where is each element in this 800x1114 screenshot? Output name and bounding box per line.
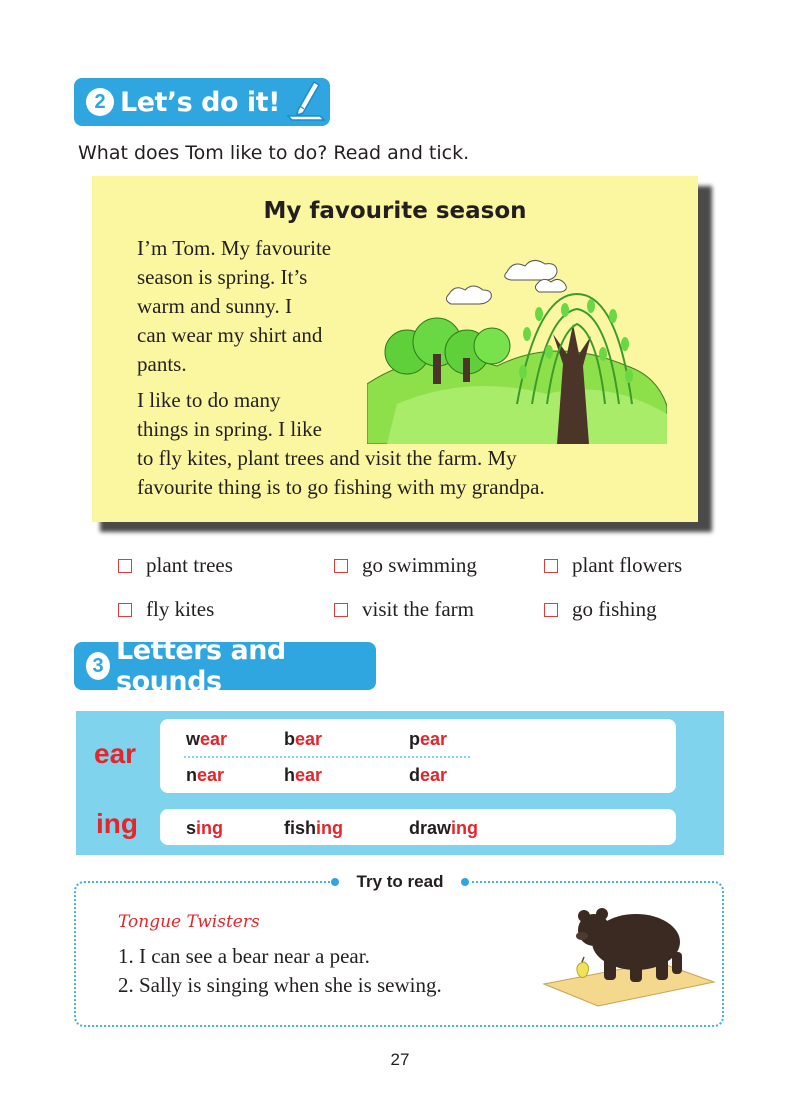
story-line: favourite thing is to go fishing with my grandpa. (137, 475, 545, 499)
reading-card (92, 176, 698, 522)
checkbox[interactable] (118, 603, 132, 617)
section-title: Letters and sounds (116, 635, 286, 697)
instruction-text: What does Tom like to do? Read and tick. (78, 142, 470, 164)
card-title: My favourite season (263, 198, 527, 224)
checkbox[interactable] (118, 559, 132, 573)
word-pear: pear (409, 729, 448, 749)
page-number: 27 (390, 1050, 410, 1069)
option-label: go swimming (362, 553, 477, 577)
story-line: I’m Tom. My favourite (137, 236, 332, 260)
option-go-swimming[interactable] (334, 553, 477, 578)
story-line: I like to do many (137, 388, 281, 412)
phonics-ear-label: ear (94, 738, 137, 769)
bullet-dot (331, 878, 339, 886)
option-plant-trees[interactable] (118, 553, 233, 578)
tongue-twisters-title: Tongue Twisters (118, 912, 260, 932)
word-hear: hear (284, 765, 323, 785)
story-line: to fly kites, plant trees and visit the farm. My (137, 446, 517, 470)
story-paragraph-2 (137, 386, 377, 444)
word-drawing: drawing (409, 818, 479, 838)
story-line: pants. (137, 352, 187, 376)
spring-trees-illustration (367, 254, 667, 444)
story-paragraph-1 (137, 234, 377, 379)
option-label: go fishing (572, 597, 657, 621)
option-label: fly kites (146, 597, 215, 621)
story-paragraph-2-cont (137, 444, 657, 502)
story-line: season is spring. It’s (137, 265, 308, 289)
option-label: visit the farm (362, 597, 474, 621)
section-number: 3 (86, 652, 110, 680)
option-label: plant flowers (572, 553, 683, 577)
word-fishing: fishing (284, 818, 344, 838)
phonics-ing-label: ing (96, 808, 138, 839)
option-fly-kites[interactable] (118, 597, 214, 622)
try-to-read-label: Try to read (330, 872, 470, 892)
divider (184, 756, 470, 758)
word-wear: wear (186, 729, 228, 749)
option-go-fishing[interactable] (544, 597, 657, 622)
story-line: things in spring. I like (137, 417, 322, 441)
option-plant-flowers[interactable] (544, 553, 682, 578)
bear-with-pear-illustration (538, 898, 718, 1010)
section-number: 2 (86, 88, 114, 116)
bullet-dot (461, 878, 469, 886)
tongue-twister-2: 2. Sally is singing when she is sewing. (118, 973, 442, 997)
word-sing: sing (186, 818, 224, 838)
section-title: Let’s do it! (120, 86, 280, 118)
tongue-twister-1: 1. I can see a bear near a pear. (118, 944, 370, 968)
checkbox[interactable] (334, 559, 348, 573)
story-line: can wear my shirt and (137, 323, 323, 347)
word-bear: bear (284, 729, 323, 749)
story-line: warm and sunny. I (137, 294, 292, 318)
word-near: near (186, 765, 225, 785)
checkbox[interactable] (544, 603, 558, 617)
word-dear: dear (409, 765, 448, 785)
option-label: plant trees (146, 553, 233, 577)
section-header-letters-and-sounds (74, 635, 376, 697)
option-visit-the-farm[interactable] (334, 597, 474, 622)
checkbox[interactable] (334, 603, 348, 617)
pencil-icon (284, 76, 328, 122)
checkbox[interactable] (544, 559, 558, 573)
